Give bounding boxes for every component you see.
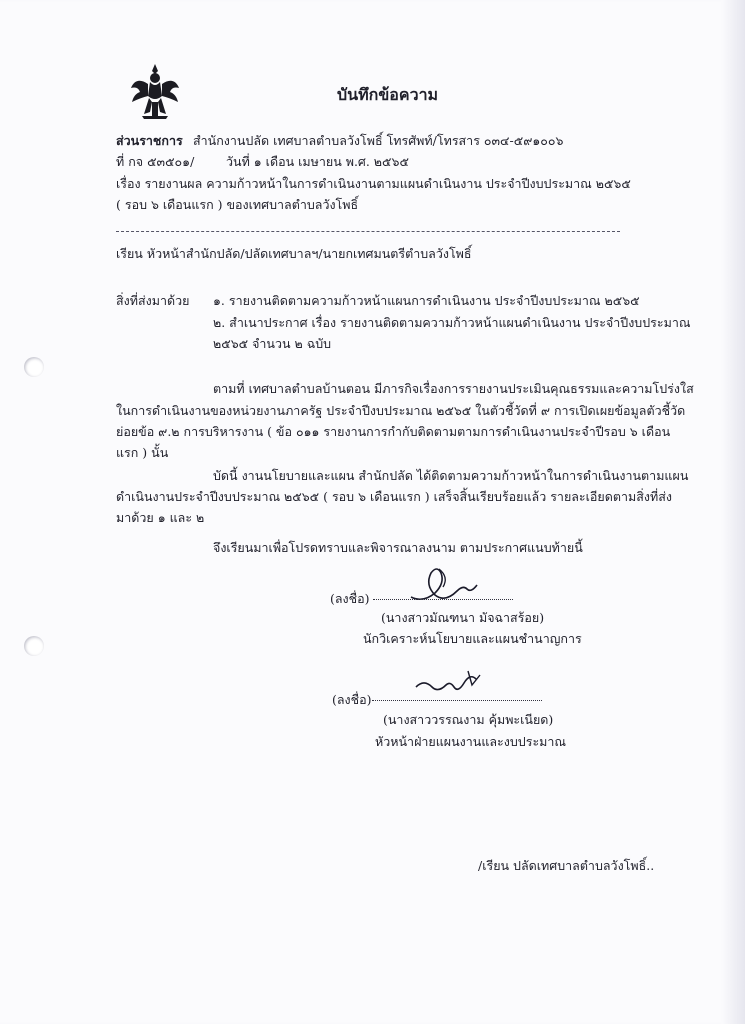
signature-1-icon <box>405 563 485 607</box>
signature-2-position: หัวหน้าฝ่ายแผนงานและงบประมาณ <box>375 734 567 749</box>
memo-date: วันที่ ๑ เดือน เมษายน พ.ศ. ๒๕๖๕ <box>226 154 409 169</box>
closing-paragraph: จึงเรียนมาเพื่อโปรดทราบและพิจารณาลงนาม ตามประกาศแนบท้ายนี้ <box>213 540 583 555</box>
signature-2-name: (นางสาววรรณงาม คุ้มพะเนียด) <box>383 712 554 727</box>
paragraph-1-line-3: ย่อยข้อ ๙.๒ การบริหารงาน ( ข้อ ๐๑๑ รายงานการกำกับติดตามตามการดำเนินงานประจำปีรอบ ๖ เดือน <box>116 424 671 439</box>
agency-label: ส่วนราชการ <box>116 133 183 148</box>
paper-edge-shadow <box>721 0 745 1024</box>
signature-1-line <box>373 599 513 600</box>
subject-line-2: ( รอบ ๖ เดือนแรก ) ของเทศบาลตำบลวังโพธิ์ <box>116 197 359 212</box>
paragraph-2-line-1: บัดนี้ งานนโยบายและแผน สำนักปลัด ได้ติดตามความก้าวหน้าในการดำเนินงานตามแผน <box>213 468 689 483</box>
paragraph-2-line-3: มาด้วย ๑ และ ๒ <box>116 510 205 525</box>
signature-2-line <box>372 700 542 701</box>
paragraph-2-line-2: ดำเนินงานประจำปีงบประมาณ ๒๕๖๕ ( รอบ ๖ เดือนแรก ) เสร็จสิ้นเรียบร้อยแล้ว รายละเอียดตามสิ่งที่ส่ง <box>116 489 672 504</box>
punch-hole <box>24 636 44 656</box>
paragraph-1-line-1: ตามที่ เทศบาลตำบลบ้านตอน มีภารกิจเรื่องการรายงานประเมินคุณธรรมและความโปร่งใส <box>213 381 694 396</box>
punch-hole <box>24 357 44 377</box>
reference-number: ที่ กจ ๕๓๕๐๑/ <box>116 154 195 169</box>
addressee-line: เรียน หัวหน้าสำนักปลัด/ปลัดเทศบาลฯ/นายกเทศมนตรีตำบลวังโพธิ์ <box>116 246 472 261</box>
paragraph-1-line-2: ในการดำเนินงานของหน่วยงานภาครัฐ ประจำปีงบประมาณ ๒๕๖๕ ในตัวชี้วัดที่ ๙ การเปิดเผยข้อมูลตัวชี้วัด <box>116 403 686 418</box>
signature-1-position: นักวิเคราะห์นโยบายและแผนชำนาญการ <box>363 631 582 646</box>
signature-1-label: (ลงชื่อ) <box>330 591 370 606</box>
attachments-label: สิ่งที่ส่งมาด้วย <box>116 293 190 308</box>
attachment-item-1: ๑. รายงานติดตามความก้าวหน้าแผนการดำเนินงาน ประจำปีงบประมาณ ๒๕๖๕ <box>213 293 640 308</box>
header-divider <box>116 231 620 232</box>
signature-2-label: (ลงชื่อ) <box>332 692 372 707</box>
attachment-item-2-line-1: ๒. สำเนาประกาศ เรื่อง รายงานติดตามความก้าวหน้าแผนดำเนินงาน ประจำปีงบประมาณ <box>213 315 691 330</box>
signature-1-name: (นางสาวมัณฑนา มัจฉาสร้อย) <box>381 610 545 625</box>
attachment-item-2-line-2: ๒๕๖๕ จำนวน ๒ ฉบับ <box>213 336 332 351</box>
memo-title: บันทึกข้อความ <box>337 85 439 104</box>
garuda-emblem-icon <box>128 62 182 120</box>
footer-continuation-note: /เรียน ปลัดเทศบาลตำบลวังโพธิ์.. <box>478 858 655 873</box>
signature-2-icon <box>410 665 490 701</box>
subject-line-1: เรื่อง รายงานผล ความก้าวหน้าในการดำเนินงานตามแผนดำเนินงาน ประจำปีงบประมาณ ๒๕๖๕ <box>116 176 631 191</box>
agency-text: สำนักงานปลัด เทศบาลตำบลวังโพธิ์ โทรศัพท์/โทรสาร ๐๓๔-๕๙๑๐๐๖ <box>193 133 564 148</box>
paragraph-1-line-4: แรก ) นั้น <box>116 445 169 460</box>
